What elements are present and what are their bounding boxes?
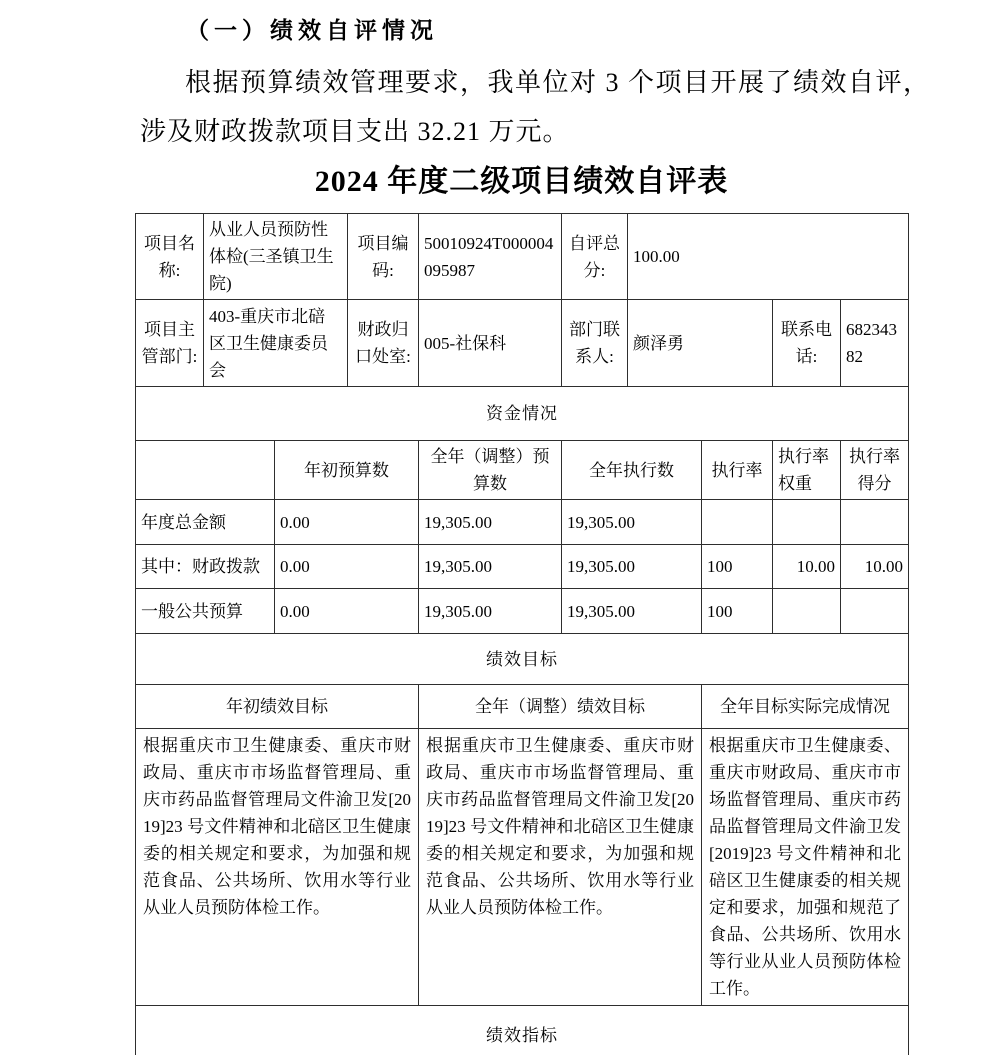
initial-goal-text: 根据重庆市卫生健康委、重庆市财政局、重庆市市场监督管理局、重庆市药品监督管理局文件渝卫发[2019]23 号文件精神和北碚区卫生健康委的相关规定和要求，为加强和规范食品、公共场所、饮用水等行业从业人员预防体检工作。 xyxy=(136,729,419,1006)
funding-row-total-adjusted: 19,305.00 xyxy=(419,500,562,545)
funding-header-row xyxy=(136,441,909,500)
goals-col-actual: 全年目标实际完成情况 xyxy=(702,685,909,729)
contact-label: 部门联系人: xyxy=(562,300,628,387)
project-name-value: 从业人员预防性体检(三圣镇卫生院) xyxy=(204,214,348,300)
adjusted-goal-text: 根据重庆市卫生健康委、重庆市财政局、重庆市市场监督管理局、重庆市药品监督管理局文件渝卫发[2019]23 号文件精神和北碚区卫生健康委的相关规定和要求，为加强和规范食品、公共场所、饮用水等行业从业人员预防体检工作。 xyxy=(419,729,702,1006)
dept-value: 403-重庆市北碚区卫生健康委员会 xyxy=(204,300,348,387)
funding-col-initial-budget: 年初预算数 xyxy=(275,441,419,500)
funding-row-total-rate xyxy=(702,500,773,545)
table-title: 2024 年度二级项目绩效自评表 xyxy=(314,165,729,198)
info-row-2 xyxy=(136,300,909,387)
funding-row-total xyxy=(136,500,909,545)
funding-row-public-weight xyxy=(773,589,841,634)
dept-label: 项目主管部门: xyxy=(136,300,204,387)
goals-col-initial: 年初绩效目标 xyxy=(136,685,419,729)
funding-row-fiscal-rate: 100 xyxy=(702,545,773,589)
funding-row-fiscal-initial: 0.00 xyxy=(275,545,419,589)
funding-col-exec-rate: 执行率 xyxy=(702,441,773,500)
funding-row-total-initial: 0.00 xyxy=(275,500,419,545)
funding-row-public-executed: 19,305.00 xyxy=(562,589,702,634)
indicators-section-title: 绩效指标 xyxy=(136,1006,909,1055)
funding-row-public-score xyxy=(841,589,909,634)
intro-paragraph-line1: 根据预算绩效管理要求，我单位对 3 个项目开展了绩效自评， xyxy=(185,68,931,97)
funding-col-rate-score: 执行率得分 xyxy=(841,441,909,500)
funding-row-public-budget xyxy=(136,589,909,634)
project-name-label: 项目名称: xyxy=(136,214,204,300)
funding-section-row xyxy=(136,387,909,441)
phone-value: 68234382 xyxy=(841,300,909,387)
finance-office-value: 005-社保科 xyxy=(419,300,562,387)
phone-label: 联系电话: xyxy=(773,300,841,387)
funding-row-fiscal xyxy=(136,545,909,589)
info-row-1 xyxy=(136,214,909,300)
funding-row-fiscal-executed: 19,305.00 xyxy=(562,545,702,589)
project-code-label: 项目编码: xyxy=(348,214,419,300)
funding-col-blank xyxy=(136,441,275,500)
funding-row-fiscal-adjusted: 19,305.00 xyxy=(419,545,562,589)
funding-row-total-label: 年度总金额 xyxy=(136,500,275,545)
funding-row-total-weight xyxy=(773,500,841,545)
funding-row-fiscal-weight: 10.00 xyxy=(773,545,841,589)
funding-row-total-executed: 19,305.00 xyxy=(562,500,702,545)
self-score-label: 自评总分: xyxy=(562,214,628,300)
funding-row-public-adjusted: 19,305.00 xyxy=(419,589,562,634)
self-evaluation-table xyxy=(135,213,909,1055)
funding-row-fiscal-score: 10.00 xyxy=(841,545,909,589)
project-code-value: 50010924T000004095987 xyxy=(419,214,562,300)
section-heading: （一）绩效自评情况 xyxy=(186,18,438,43)
funding-row-fiscal-label: 其中：财政拨款 xyxy=(136,545,275,589)
intro-paragraph-line2: 涉及财政拨款项目支出 32.21 万元。 xyxy=(140,117,570,146)
contact-value: 颜泽勇 xyxy=(628,300,773,387)
funding-section-title: 资金情况 xyxy=(136,387,909,441)
goals-col-adjusted: 全年（调整）绩效目标 xyxy=(419,685,702,729)
goals-section-row xyxy=(136,634,909,685)
goals-header-row xyxy=(136,685,909,729)
funding-col-executed: 全年执行数 xyxy=(562,441,702,500)
actual-completion-text: 根据重庆市卫生健康委、重庆市财政局、重庆市市场监督管理局、重庆市药品监督管理局文件渝卫发[2019]23 号文件精神和北碚区卫生健康委的相关规定和要求，加强和规范了食品、公共场所、饮用水等行业从业人员预防体检工作。 xyxy=(702,729,909,1006)
funding-row-public-initial: 0.00 xyxy=(275,589,419,634)
funding-row-public-label: 一般公共预算 xyxy=(136,589,275,634)
finance-office-label: 财政归口处室: xyxy=(348,300,419,387)
funding-col-adjusted-budget: 全年（调整）预算数 xyxy=(419,441,562,500)
goals-section-title: 绩效目标 xyxy=(136,634,909,685)
self-score-value: 100.00 xyxy=(628,214,909,300)
indicators-section-row xyxy=(136,1006,909,1055)
goals-body-row xyxy=(136,729,909,1006)
funding-row-public-rate: 100 xyxy=(702,589,773,634)
funding-row-total-score xyxy=(841,500,909,545)
funding-col-rate-weight: 执行率权重 xyxy=(773,441,841,500)
